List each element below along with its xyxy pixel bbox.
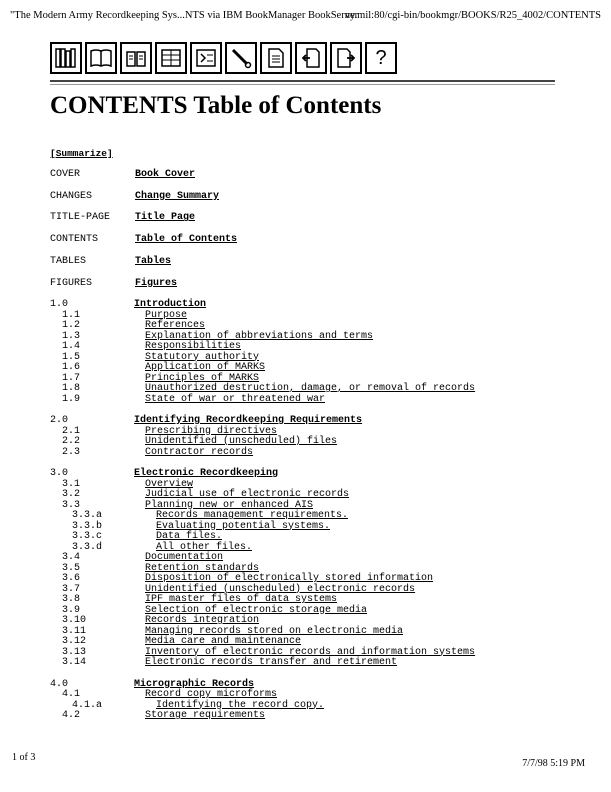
toc-link[interactable]: Inventory of electronic records and information systems <box>145 646 476 658</box>
toc-code: 3.3.a <box>72 510 103 521</box>
toc-link[interactable]: Contractor records <box>145 446 254 458</box>
toc-link[interactable]: Managing records stored on electronic media <box>145 625 404 637</box>
toc-link[interactable]: Title Page <box>135 212 196 224</box>
toolbar <box>50 42 397 76</box>
toc-link[interactable]: Principles of MARKS <box>145 372 260 384</box>
toc-code: 2.3 <box>62 446 81 458</box>
toc-code: CONTENTS <box>50 234 99 246</box>
toc-link[interactable]: Application of MARKS <box>145 362 266 373</box>
open-book-button[interactable] <box>120 42 152 74</box>
divider <box>50 84 555 85</box>
library-button[interactable] <box>155 42 187 74</box>
toc-link[interactable]: References <box>145 320 206 331</box>
toc-code: 4.1 <box>62 689 81 700</box>
toc-link[interactable]: Identifying the record copy. <box>156 699 325 711</box>
toc-code: 3.11 <box>62 625 87 637</box>
toc-link[interactable]: Change Summary <box>135 190 220 202</box>
toc-code: 4.0 <box>50 678 69 690</box>
toc-code: COVER <box>50 169 81 180</box>
search-icon <box>229 46 253 70</box>
toc-link[interactable]: Unidentified (unscheduled) electronic records <box>145 583 416 595</box>
toc-code: 3.3.d <box>72 541 103 553</box>
toc-link[interactable]: Record copy microforms <box>145 689 278 700</box>
toc-link[interactable]: Figures <box>135 277 178 289</box>
toc-link[interactable]: Introduction <box>134 299 207 310</box>
page-title: CONTENTS Table of Contents <box>50 92 382 119</box>
bookshelf-button[interactable] <box>50 42 82 74</box>
toc-code: 3.14 <box>62 657 87 668</box>
book-icon <box>89 46 113 70</box>
toc-code: 3.3.c <box>72 531 103 542</box>
toc-code: 1.8 <box>62 383 81 394</box>
toc-link[interactable]: Data files. <box>156 531 223 542</box>
page-button[interactable] <box>260 42 292 74</box>
toc-code: 3.8 <box>62 594 81 605</box>
toc-code: 3.7 <box>62 583 81 595</box>
toc-code: 1.3 <box>62 330 81 342</box>
toc-code: 3.9 <box>62 604 81 616</box>
toc-link[interactable]: Records management requirements. <box>156 510 349 521</box>
list-book-icon <box>194 46 218 70</box>
toc-link[interactable]: Prescribing directives <box>145 425 278 437</box>
toc-code: 3.12 <box>62 636 87 647</box>
toc-link[interactable]: Records integration <box>145 615 260 626</box>
toc-link[interactable]: Unauthorized destruction, damage, or removal of records <box>145 383 476 394</box>
toc-code: 1.6 <box>62 362 81 373</box>
toc-code: 1.1 <box>62 309 81 321</box>
toc-code: 3.1 <box>62 478 81 490</box>
next-page-icon <box>334 46 358 70</box>
toc-link[interactable]: Planning new or enhanced AIS <box>145 499 314 511</box>
open-book-icon <box>124 46 148 70</box>
toc-code: 2.0 <box>50 415 69 426</box>
book-button[interactable] <box>85 42 117 74</box>
toc-link[interactable]: Micrographic Records <box>134 678 255 690</box>
toc-code: 4.1.a <box>72 699 103 711</box>
toc-code: 2.1 <box>62 425 81 437</box>
toc-link[interactable]: Book Cover <box>135 169 196 180</box>
toc-link[interactable]: Selection of electronic storage media <box>145 604 368 616</box>
help-button[interactable] <box>365 42 397 74</box>
toc-code: 3.4 <box>62 552 81 563</box>
toc-link[interactable]: Table of Contents <box>135 234 238 246</box>
toc-link[interactable]: IPF master files of data systems <box>145 594 338 605</box>
toc-link[interactable]: Media care and maintenance <box>145 636 302 647</box>
toc-code: 3.2 <box>62 489 81 500</box>
toc-code: 3.10 <box>62 615 87 626</box>
toc-code: 2.2 <box>62 436 81 447</box>
toc-code: 3.5 <box>62 562 81 574</box>
toc-link[interactable]: Identifying Recordkeeping Requirements <box>134 415 363 426</box>
toc-code: 1.5 <box>62 351 81 363</box>
toc-link[interactable]: Responsibilities <box>145 341 242 352</box>
toc-link[interactable]: Electronic Recordkeeping <box>134 468 279 479</box>
toc-link[interactable]: Statutory authority <box>145 351 260 363</box>
toc-link[interactable]: Unidentified (unscheduled) files <box>145 436 338 447</box>
toc-link[interactable]: Storage requirements <box>145 710 266 721</box>
page-icon <box>264 46 288 70</box>
library-icon <box>159 46 183 70</box>
bookshelf-icon <box>54 46 78 70</box>
toc-code: 1.2 <box>62 320 81 331</box>
print-header <box>10 10 601 24</box>
toc-link[interactable]: All other files. <box>156 541 253 553</box>
toc-code: TITLE-PAGE <box>50 212 111 224</box>
print-datetime: 7/7/98 5:19 PM <box>522 758 585 769</box>
next-page-button[interactable] <box>330 42 362 74</box>
header-url: ny.mil:80/cgi-bin/bookmgr/BOOKS/R25_4002/CONTENTS <box>344 10 601 21</box>
toc-link[interactable]: State of war or threatened war <box>145 393 326 405</box>
toc-link[interactable]: Documentation <box>145 552 224 563</box>
toc-code: 1.4 <box>62 341 81 352</box>
toc-code: 1.9 <box>62 393 81 405</box>
toc-code: TABLES <box>50 255 87 267</box>
toc-code: 1.0 <box>50 299 69 310</box>
toc-link[interactable]: Electronic records transfer and retirement <box>145 657 398 668</box>
prev-page-icon <box>299 46 323 70</box>
toc-link[interactable]: Judicial use of electronic records <box>145 489 350 500</box>
toc-code: FIGURES <box>50 277 93 289</box>
toc-code: 3.0 <box>50 468 69 479</box>
prev-page-button[interactable] <box>295 42 327 74</box>
toc-link[interactable]: Evaluating potential systems. <box>156 520 331 532</box>
toc-code: 3.13 <box>62 646 87 658</box>
toc-code: 3.3 <box>62 499 81 511</box>
toc-code: CHANGES <box>50 190 93 202</box>
toc-code: 1.7 <box>62 372 81 384</box>
page-number: 1 of 3 <box>12 752 36 763</box>
header-title: "The Modern Army Recordkeeping Sys...NTS via IBM BookManager BookServer <box>10 10 359 21</box>
toc-code: 3.6 <box>62 573 81 584</box>
divider <box>50 80 555 82</box>
help-icon: ? <box>375 46 387 69</box>
toc-code: 3.3.b <box>72 520 103 532</box>
toc-link[interactable]: Overview <box>145 478 194 490</box>
toc-link[interactable]: Retention standards <box>145 562 260 574</box>
toc-code: 4.2 <box>62 710 81 721</box>
list-book-button[interactable] <box>190 42 222 74</box>
summarize-link[interactable]: [Summarize] <box>50 148 113 159</box>
toc-link[interactable]: Explanation of abbreviations and terms <box>145 330 374 342</box>
toc-link[interactable]: Purpose <box>145 309 188 321</box>
search-button[interactable] <box>225 42 257 74</box>
toc-link[interactable]: Disposition of electronically stored information <box>145 573 434 584</box>
toc-link[interactable]: Tables <box>135 255 172 267</box>
